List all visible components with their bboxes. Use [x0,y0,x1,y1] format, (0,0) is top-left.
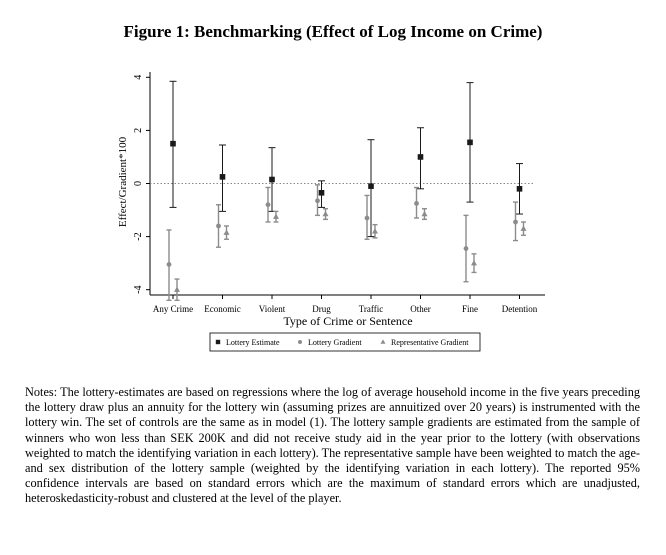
point-triangle [422,211,428,216]
x-tick-label: Violent [258,304,286,314]
point-triangle [372,228,378,233]
point-triangle [174,286,180,291]
point-square [170,141,176,147]
y-tick-label: -4 [133,285,144,294]
point-circle [216,224,221,229]
point-triangle [273,213,279,218]
x-tick-label: Other [410,304,431,314]
legend-label: Representative Gradient [391,338,469,347]
y-tick-label: -2 [133,232,144,241]
x-tick-label: Drug [312,304,331,314]
legend [210,333,480,351]
legend-circle-icon [298,340,302,344]
data-marks [167,81,527,300]
figure-title: Figure 1: Benchmarking (Effect of Log Income on Crime) [123,22,543,41]
y-tick-label: 2 [133,127,144,133]
x-tick-label: Fine [461,304,479,314]
point-triangle [323,211,329,216]
x-axis-ticks [153,295,538,314]
series-circle [167,185,519,300]
point-circle [315,198,320,203]
point-circle [266,202,271,207]
series-square [170,81,524,236]
x-tick-label: Traffic [358,304,384,314]
x-tick-label: Detention [501,304,538,314]
point-circle [414,201,419,206]
point-circle [365,216,370,221]
figure-notes: Notes: The lottery-estimates are based on regressions where the log of average household income in the five years preceding the lottery draw plus an annuity for the lottery win (assuming prizes are annuitized over 20 years) is instrumented with the lottery win. The set of controls are the same as in model (1). The lottery sample gradients are estimated from the sample of winners who won less than SEK 200K and did not receive study aid in the year prior to the lottery (with observations weighted to match the identifying variation in each lottery). The representative sample have been weighted to match the age- and sex distribution of the lottery sample (weighted by the identifying variation in each lottery). The reported 95% confidence intervals are based on standard errors which are the maximum of standard errors which are unadjusted, heteroskedasticity-robust and clustered at the level of the player. [25,385,640,506]
y-tick-label: 4 [133,74,144,80]
point-square [467,140,473,146]
point-circle [513,220,518,225]
point-triangle [224,229,230,234]
x-tick-label: Economic [204,304,241,314]
point-square [220,174,226,180]
point-circle [167,262,172,267]
x-axis-label: Type of Crime or Sentence [283,314,413,328]
point-triangle [471,260,477,265]
legend-label: Lottery Estimate [226,338,280,347]
point-circle [464,246,469,251]
series-triangle [174,209,527,301]
x-tick-label: Any Crime [152,304,194,314]
y-tick-label: 0 [133,181,144,186]
point-square [517,186,523,192]
point-triangle [521,225,527,230]
legend-label: Lottery Gradient [308,338,362,347]
y-axis-ticks [133,75,150,294]
y-axis-label: Effect/Gradient*100 [117,136,129,228]
point-square [269,177,275,183]
legend-square-icon [216,340,220,344]
point-square [319,190,325,196]
point-square [418,154,424,160]
point-square [368,183,374,189]
